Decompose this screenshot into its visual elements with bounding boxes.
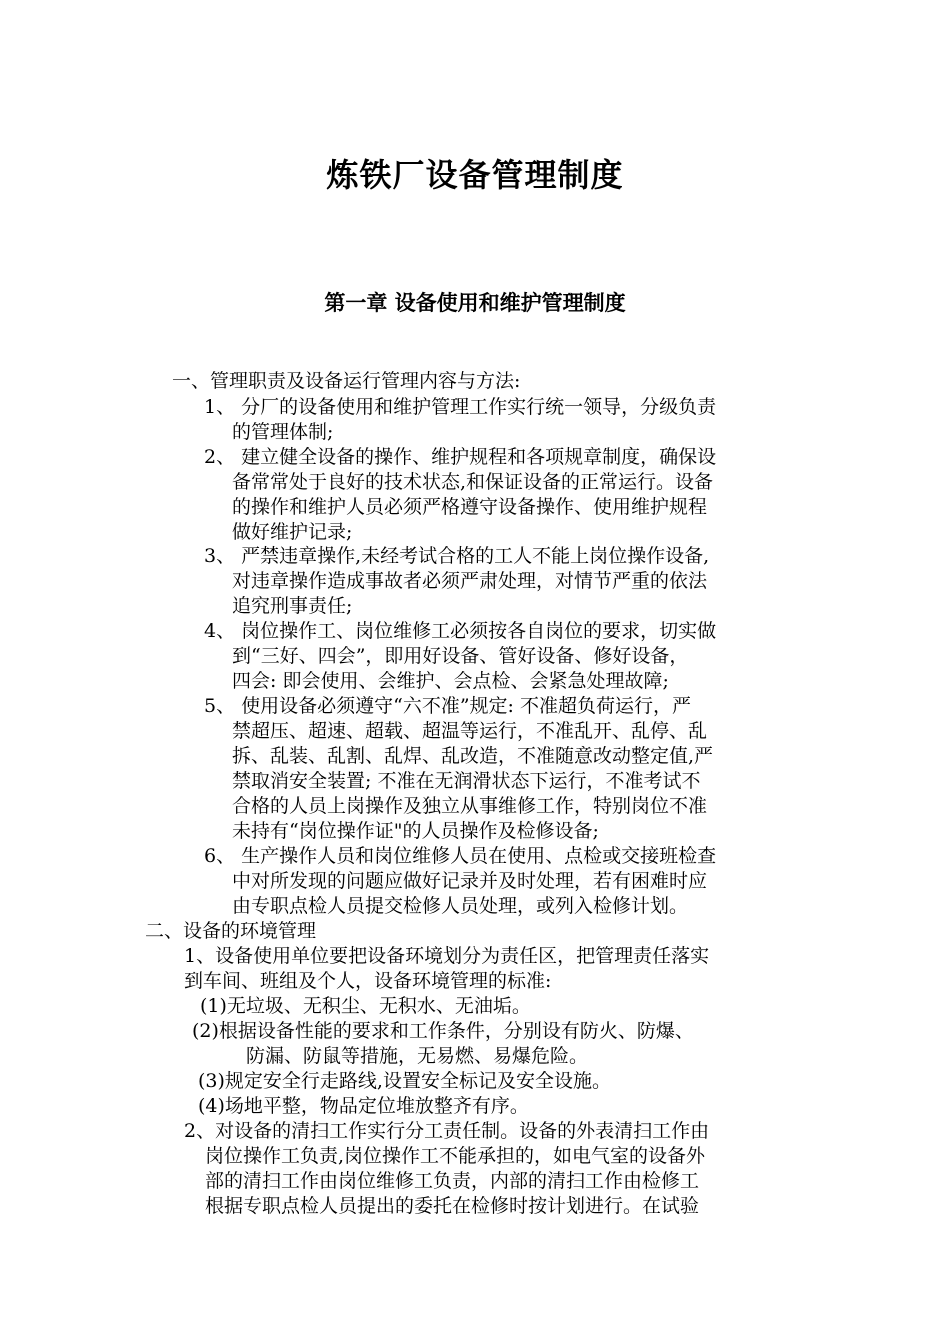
body-line: (2)根据设备性能的要求和工作条件，分别设有防火、防爆、: [192, 1020, 694, 1042]
body-line: 做好维护记录;: [232, 521, 353, 543]
body-line: 2、对设备的清扫工作实行分工责任制。设备的外表清扫工作由: [184, 1120, 710, 1142]
body-line: 追究刑事责任;: [232, 595, 353, 617]
body-line: 到“三好、四会”，即用好设备、管好设备、修好设备，: [232, 645, 689, 667]
section-heading: 二、设备的环境管理: [145, 920, 317, 942]
body-line: 岗位操作工负责,岗位操作工不能承担的，如电气室的设备外: [205, 1145, 706, 1167]
body-line: 未持有“岗位操作证"的人员操作及检修设备;: [232, 820, 599, 842]
document-title: 炼铁厂设备管理制度: [326, 156, 624, 194]
body-line: 中对所发现的问题应做好记录并及时处理，若有困难时应: [232, 870, 708, 892]
body-line: 1、 分厂的设备使用和维护管理工作实行统一领导，分级负责: [204, 396, 717, 418]
body-line: 根据专职点检人员提出的委托在检修时按计划进行。在试验: [205, 1195, 700, 1217]
body-line: 部的清扫工作由岗位维修工负责，内部的清扫工作由检修工: [205, 1170, 700, 1192]
body-line: 1、设备使用单位要把设备环境划分为责任区，把管理责任落实: [184, 945, 710, 967]
body-line: (1)无垃圾、无积尘、无积水、无油垢。: [200, 995, 531, 1017]
body-line: (4)场地平整，物品定位堆放整齐有序。: [198, 1095, 529, 1117]
chapter-title: 第一章 设备使用和维护管理制度: [324, 291, 626, 315]
body-line: 4、 岗位操作工、岗位维修工必须按各自岗位的要求，切实做: [204, 620, 717, 642]
body-line: 5、 使用设备必须遵守“六不准”规定: 不准超负荷运行，严: [204, 695, 691, 717]
body-line: 合格的人员上岗操作及独立从事维修工作，特别岗位不准: [232, 795, 708, 817]
body-line: 对违章操作造成事故者必须严肃处理，对情节严重的依法: [232, 570, 708, 592]
body-line: 四会: 即会使用、会维护、会点检、会紧急处理故障;: [232, 670, 669, 692]
body-line: 备常常处于良好的技术状态,和保证设备的正常运行。设备: [232, 471, 714, 493]
body-line: 的操作和维护人员必须严格遵守设备操作、使用维护规程: [232, 496, 708, 518]
body-line: 的管理体制;: [232, 421, 334, 443]
body-line: 禁超压、超速、超载、超温等运行，不准乱开、乱停、乱: [232, 720, 708, 742]
body-line: 3、 严禁违章操作,未经考试合格的工人不能上岗位操作设备,: [204, 545, 710, 567]
section-heading: 一、管理职责及设备运行管理内容与方法:: [172, 370, 521, 392]
body-line: 6、 生产操作人员和岗位维修人员在使用、点检或交接班检查: [204, 845, 717, 867]
body-line: 2、 建立健全设备的操作、维护规程和各项规章制度，确保设: [204, 446, 717, 468]
body-line: 由专职点检人员提交检修人员处理，或列入检修计划。: [232, 895, 689, 917]
body-line: 禁取消安全装置; 不准在无润滑状态下运行，不准考试不: [232, 770, 701, 792]
body-line: (3)规定安全行走路线,设置安全标记及安全设施。: [198, 1070, 611, 1092]
body-line: 拆、乱装、乱割、乱焊、乱改造，不准随意改动整定值,严: [232, 745, 714, 767]
body-line: 防漏、防鼠等措施，无易燃、易爆危险。: [246, 1045, 589, 1067]
body-line: 到车间、班组及个人，设备环境管理的标准:: [184, 970, 552, 992]
